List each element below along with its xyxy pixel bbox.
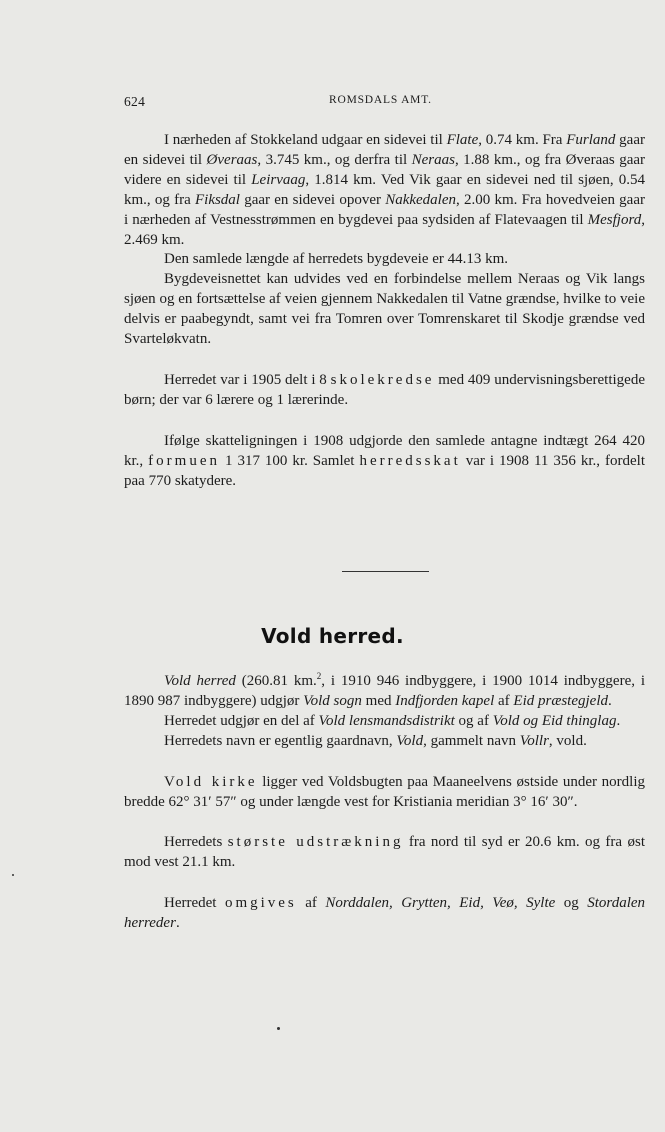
print-speck: [277, 1027, 280, 1030]
section-vold-text: [124, 667, 645, 934]
print-speck: [12, 874, 14, 876]
paragraph-road-network: Bygdeveisnettet kan udvides ved en forbindelse mellem Neraas og Vik langs sjøen og en fortsættelse af veien gjennem Nakkedalen til Vatne grændse, hvilke to veie delvis er paabegyndt, samt vei fra Tomren over Tomrenskaret til Skodje grændse ved Svarteløkvatn.: [124, 271, 645, 348]
paragraph-vold-borders: Herredet omgives af Norddalen, Grytten, Eid, Veø, Sylte og Stordalen herreder.: [124, 895, 646, 932]
paragraph-vold-intro: Vold herred (260.81 km.$^2$, i 1910 946 indbyggere, i 1900 1014 indbyggere, i 1890 987 indbyggere) udgjør Vold sogn med Indfjorden kapel af Eid præstegjeld.: [124, 671, 645, 709]
paragraph-taxes: Ifølge skatteligningen i 1908 udgjorde den samlede antagne indtægt 264 420 kr., formuen 1 317 100 kr. Samlet herredsskat var i 1908 11 356 kr., fordelt paa 770 skatydere.: [124, 432, 646, 489]
paragraph-road-length: Den samlede længde af herredets bygdeveie er 44.13 km.: [164, 251, 509, 268]
section-heading: Vold herred.: [261, 624, 404, 648]
running-title: ROMSDALS AMT.: [329, 94, 432, 106]
page-number: 624: [124, 94, 146, 109]
section-roads-text: [124, 131, 645, 492]
paragraph-bygdeveie: I nærheden af Stokkeland udgaar en sidevei til Flate, 0.74 km. Fra Furland gaar en sidevei til Øveraas, 3.745 km., og derfra til Neraas, 1.88 km., og fra Øveraas gaar videre en sidevei til Leirvaag, 1.814 km. Ved Vik gaar en sidevei ned til sjøen, 0.54 km., og fra Fiksdal gaar en sidevei opover Nakkedalen, 2.00 km. Fra hovedveien gaar i nærheden af Vestnesstrømmen en bygdevei paa sydsiden af Flatevaagen til Mesfjord, 2.469 km.: [124, 132, 646, 248]
paragraph-vold-name: Herredets navn er egentlig gaardnavn, Vold, gammelt navn Vollr, vold.: [164, 732, 587, 749]
section-divider: [342, 571, 429, 572]
paragraph-vold-church: Vold kirke ligger ved Voldsbugten paa Maaneelvens østside under nordlig bredde 62° 31′ 57″ og under længde vest for Kristiania meridian 3° 16′ 30″.: [124, 773, 645, 810]
paragraph-vold-extent: Herredets største udstrækning fra nord til syd er 20.6 km. og fra øst mod vest 21.1 km.: [124, 834, 645, 871]
paragraph-schools: Herredet var i 1905 delt i 8 skolekredse med 409 undervisningsberettigede børn; der var 6 lærere og 1 lærerinde.: [124, 371, 645, 408]
paragraph-vold-district: Herredet udgjør en del af Vold lensmandsdistrikt og af Vold og Eid thinglag.: [164, 712, 621, 729]
